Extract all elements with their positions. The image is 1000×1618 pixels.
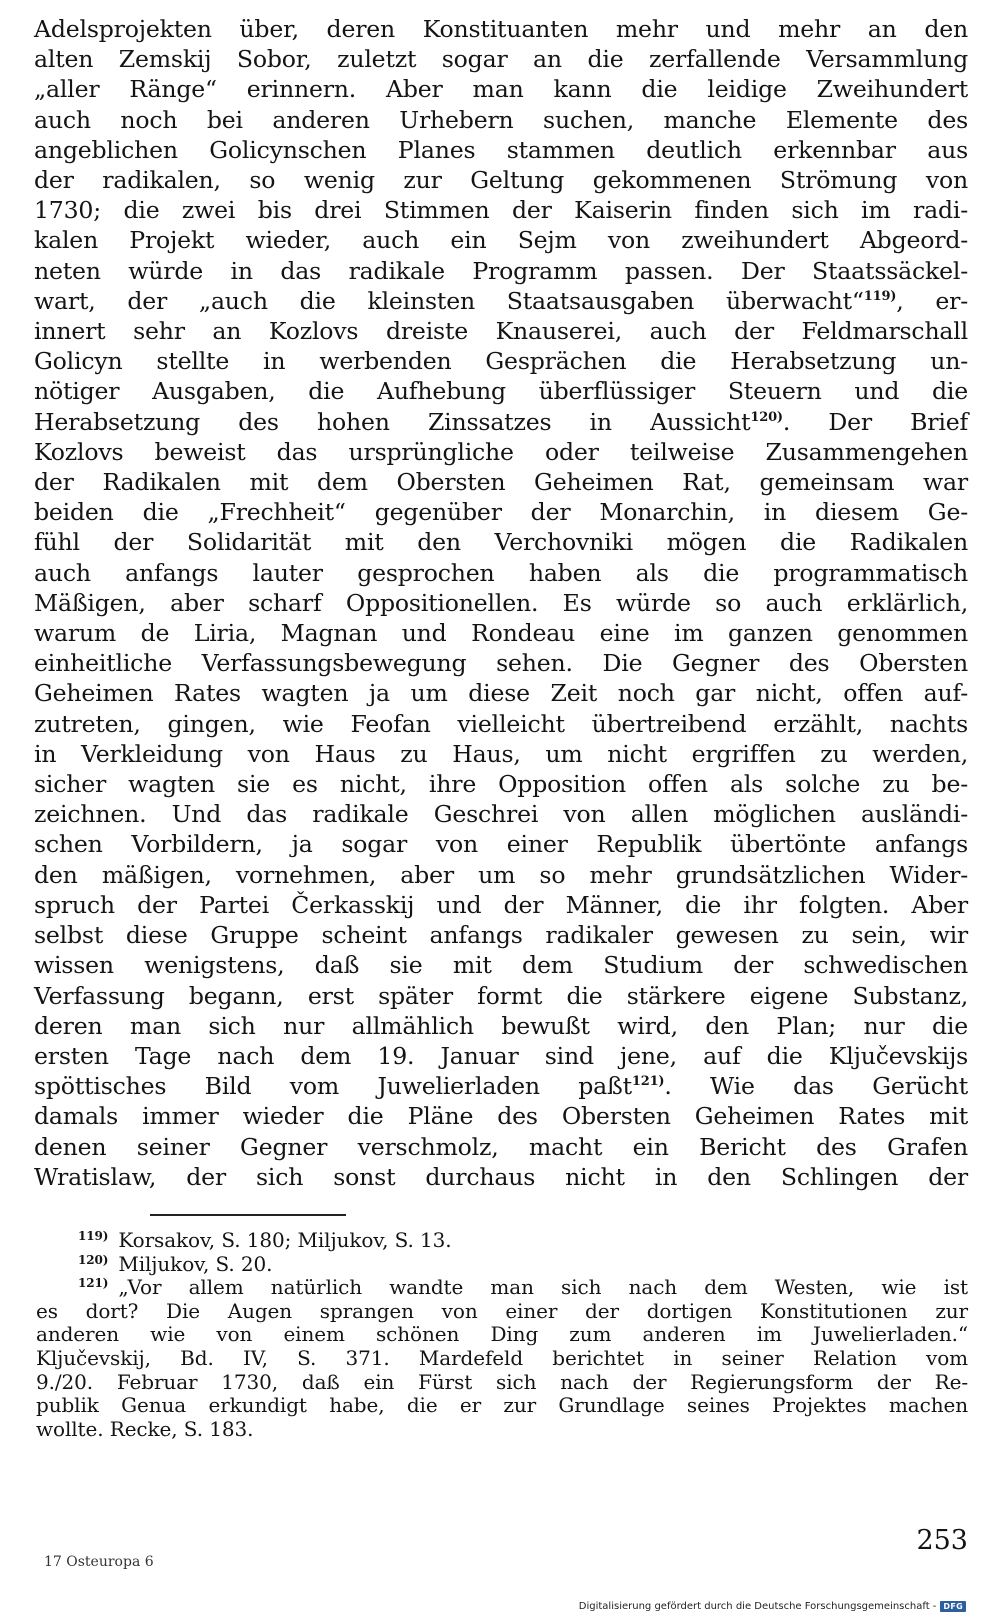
footnote-120 — [36, 1253, 968, 1277]
body-line — [34, 1071, 968, 1101]
footnote-separator — [150, 1214, 346, 1216]
body-line: den mäßigen, vornehmen, aber um so mehr grundsätzlichen Wider- — [34, 860, 968, 889]
footnote-text: Korsakov, S. 180; Miljukov, S. 13. — [118, 1228, 452, 1252]
body-line-text: Herabsetzung des hohen Zinssatzes in Aussicht — [34, 407, 751, 436]
body-line: Geheimen Rates wagten ja um diese Zeit noch gar nicht, offen auf- — [34, 679, 968, 708]
body-line: nötiger Ausgaben, die Aufhebung überflüssiger Steuern und die — [34, 377, 968, 406]
body-line: Golicyn stellte in werbenden Gesprächen die Herabsetzung un- — [34, 347, 968, 376]
footnote-line: publik Genua erkundigt habe, die er zur Grundlage seines Projektes machen — [36, 1393, 968, 1418]
footnote-line: es dort? Die Augen sprangen von einer der dortigen Konstitutionen zur — [36, 1298, 968, 1323]
credit-text: Digitalisierung gefördert durch die Deutsche Forschungsgemeinschaft - — [578, 1601, 937, 1612]
body-line: neten würde in das radikale Programm passen. Der Staatssäckel- — [34, 256, 968, 285]
body-line: 1730; die zwei bis drei Stimmen der Kaiserin finden sich im radi- — [34, 196, 968, 225]
body-line: in Verkleidung von Haus zu Haus, um nicht ergriffen zu werden, — [34, 739, 968, 768]
body-line: Mäßigen, aber scharf Oppositionellen. Es würde so auch erklärlich, — [34, 588, 968, 617]
digitization-credit — [579, 1601, 966, 1612]
body-line: warum de Liria, Magnan und Rondeau eine im ganzen genommen — [34, 619, 968, 648]
body-line: selbst diese Gruppe scheint anfangs radikaler gewesen zu sein, wir — [34, 921, 968, 950]
body-line: „aller Ränge“ erinnern. Aber man kann die leidige Zweihundert — [34, 75, 968, 104]
footnote-ref-121[interactable]: 121) — [631, 1074, 665, 1090]
body-line: der Radikalen mit dem Obersten Geheimen Rat, gemeinsam war — [34, 468, 968, 497]
body-line-text: wart, der „auch die kleinsten Staatsausgaben überwacht“ — [34, 286, 864, 315]
footnote-ref-119[interactable]: 119) — [863, 288, 897, 304]
footnote-mark: 120) — [78, 1252, 109, 1267]
page-number: 253 — [916, 1525, 968, 1556]
footnote-ref-120[interactable]: 120) — [750, 409, 783, 425]
body-line: Wratislaw, der sich sonst durchaus nicht in den Schlingen der — [34, 1162, 968, 1191]
dfg-logo-icon: DFG — [940, 1601, 966, 1612]
body-line: einheitliche Verfassungsbewegung sehen. Die Gegner des Obersten — [34, 649, 968, 678]
footnote-text: Miljukov, S. 20. — [118, 1251, 273, 1276]
body-line: sicher wagten sie es nicht, ihre Opposition offen als solche zu be- — [34, 770, 968, 799]
body-line: Adelsprojekten über, deren Konstituanten mehr und mehr an den — [34, 15, 968, 43]
body-line: Verfassung begann, erst später formt die stärkere eigene Substanz, — [34, 981, 968, 1010]
body-line: ersten Tage nach dem 19. Januar sind jene, auf die Ključevskijs — [34, 1041, 968, 1070]
body-line: denen seiner Gegner verschmolz, macht ein Bericht des Grafen — [34, 1132, 968, 1161]
body-line: auch noch bei anderen Urhebern suchen, manche Elemente des — [34, 105, 968, 134]
footnote-mark: 119) — [78, 1229, 109, 1243]
footnote-line: anderen wie von einem schönen Ding zum anderen im Juwelierladen.“ — [36, 1322, 968, 1347]
body-line: deren man sich nur allmählich bewußt wird, den Plan; nur die — [34, 1011, 968, 1040]
body-line: damals immer wieder die Pläne des Obersten Geheimen Rates mit — [34, 1102, 968, 1131]
body-line — [34, 407, 968, 437]
body-line: angeblichen Golicynschen Planes stammen deutlich erkennbar aus — [34, 135, 968, 164]
footnote-121 — [36, 1276, 968, 1300]
body-line: spruch der Partei Čerkasskij und der Männer, die ihr folgten. Aber — [34, 890, 968, 919]
body-line: Kozlovs beweist das ursprüngliche oder teilweise Zusammengehen — [34, 437, 968, 466]
footnotes — [36, 1229, 968, 1441]
body-line-text: spöttisches Bild vom Juwelierladen paßt — [34, 1072, 632, 1101]
body-line-text: , er- — [896, 286, 968, 315]
body-line: innert sehr an Kozlovs dreiste Knauserei, auch der Feldmarschall — [34, 317, 968, 346]
body-line: beiden die „Frechheit“ gegenüber der Monarchin, in diesem Ge- — [34, 498, 968, 527]
body-line: schen Vorbildern, ja sogar von einer Republik übertönte anfangs — [34, 830, 968, 859]
body-line: wissen wenigstens, daß sie mit dem Studium der schwedischen — [34, 951, 968, 980]
body-line: kalen Projekt wieder, auch ein Sejm von zweihundert Abgeord- — [34, 226, 968, 255]
body-line-text: . Wie das Gerücht — [664, 1072, 968, 1101]
body-line: zutreten, gingen, wie Feofan vielleicht übertreibend erzählt, nachts — [34, 709, 968, 738]
body-line: der radikalen, so wenig zur Geltung gekommenen Strömung von — [34, 166, 968, 195]
footnote-text: „Vor allem natürlich wandte man sich nach dem Westen, wie ist — [118, 1275, 968, 1300]
body-line: fühl der Solidarität mit den Verchovniki mögen die Radikalen — [34, 528, 968, 557]
footnote-line: Ključevskij, Bd. IV, S. 371. Mardefeld berichtet in seiner Relation vom — [36, 1345, 968, 1370]
body-line-text: . Der Brief — [782, 407, 968, 436]
footnote-119 — [36, 1229, 968, 1253]
body-line: alten Zemskij Sobor, zuletzt sogar an die zerfallende Versammlung — [34, 45, 968, 74]
footnote-mark: 121) — [78, 1276, 109, 1291]
body-line — [34, 286, 968, 316]
body-text — [34, 14, 968, 1192]
footnote-line: 9./20. Februar 1730, daß ein Fürst sich nach der Regierungsform der Re- — [36, 1369, 968, 1394]
footnote-line: wollte. Recke, S. 183. — [36, 1416, 254, 1441]
body-line: zeichnen. Und das radikale Geschrei von allen möglichen ausländi- — [34, 800, 968, 829]
body-line: auch anfangs lauter gesprochen haben als die programmatisch — [34, 558, 968, 587]
printer-signature: 17 Osteuropa 6 — [44, 1554, 154, 1570]
